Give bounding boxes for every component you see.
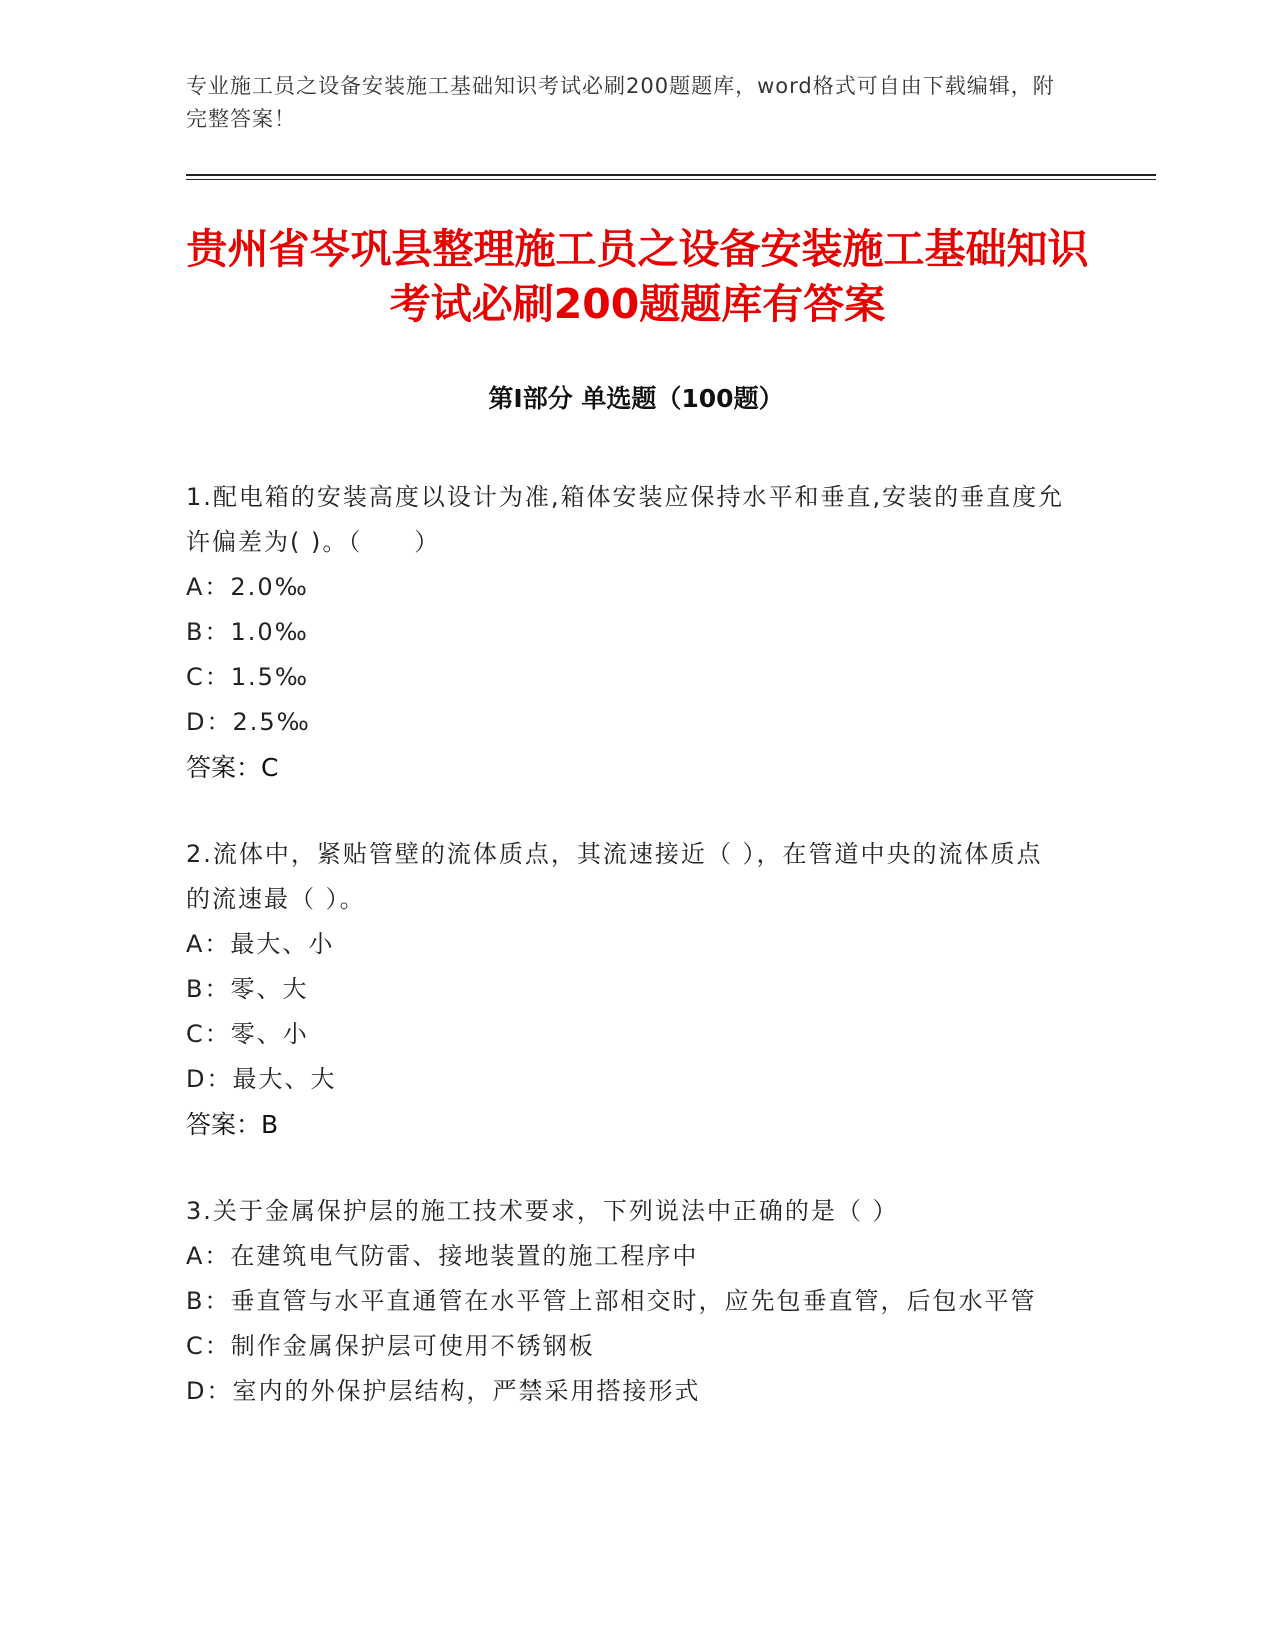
header-rule-thin	[186, 179, 1156, 180]
answer-line: 答案：B	[186, 1110, 279, 1139]
option-a: A：在建筑电气防雷、接地装置的施工程序中	[186, 1242, 699, 1270]
option-c: C：1.5‰	[186, 663, 310, 691]
question-list	[186, 475, 1066, 1456]
option-b: B：垂直管与水平直通管在水平管上部相交时，应先包垂直管，后包水平管	[186, 1287, 1037, 1315]
option-a: A：2.0‰	[186, 573, 309, 601]
option-a: A：最大、小	[186, 930, 335, 958]
header-rule-thick	[186, 174, 1156, 176]
question-3	[186, 1189, 1066, 1414]
option-c: C：零、小	[186, 1020, 309, 1048]
question-1	[186, 475, 1066, 790]
question-2	[186, 832, 1066, 1147]
option-d: D：室内的外保护层结构，严禁采用搭接形式	[186, 1377, 701, 1405]
option-d: D：2.5‰	[186, 708, 311, 736]
question-stem: 1.配电箱的安装高度以设计为准,箱体安装应保持水平和垂直,安装的垂直度允许偏差为( )。（ ）	[186, 483, 1065, 556]
question-stem: 3.关于金属保护层的施工技术要求，下列说法中正确的是（ ）	[186, 1197, 899, 1225]
answer-line: 答案：C	[186, 753, 279, 782]
document-title: 贵州省岑巩县整理施工员之设备安装施工基础知识考试必刷200题题库有答案	[186, 225, 1089, 328]
section-heading: 第Ⅰ部分 单选题（100题）	[488, 384, 784, 413]
option-b: B：1.0‰	[186, 618, 309, 646]
question-stem: 2.流体中，紧贴管壁的流体质点，其流速接近（ ），在管道中央的流体质点的流速最（ ）。	[186, 840, 1043, 913]
header-note: 专业施工员之设备安装施工基础知识考试必刷200题题库，word格式可自由下载编辑，附完整答案！	[186, 74, 1055, 131]
option-c: C：制作金属保护层可使用不锈钢板	[186, 1332, 595, 1360]
option-b: B：零、大	[186, 975, 309, 1003]
option-d: D：最大、大	[186, 1065, 337, 1093]
